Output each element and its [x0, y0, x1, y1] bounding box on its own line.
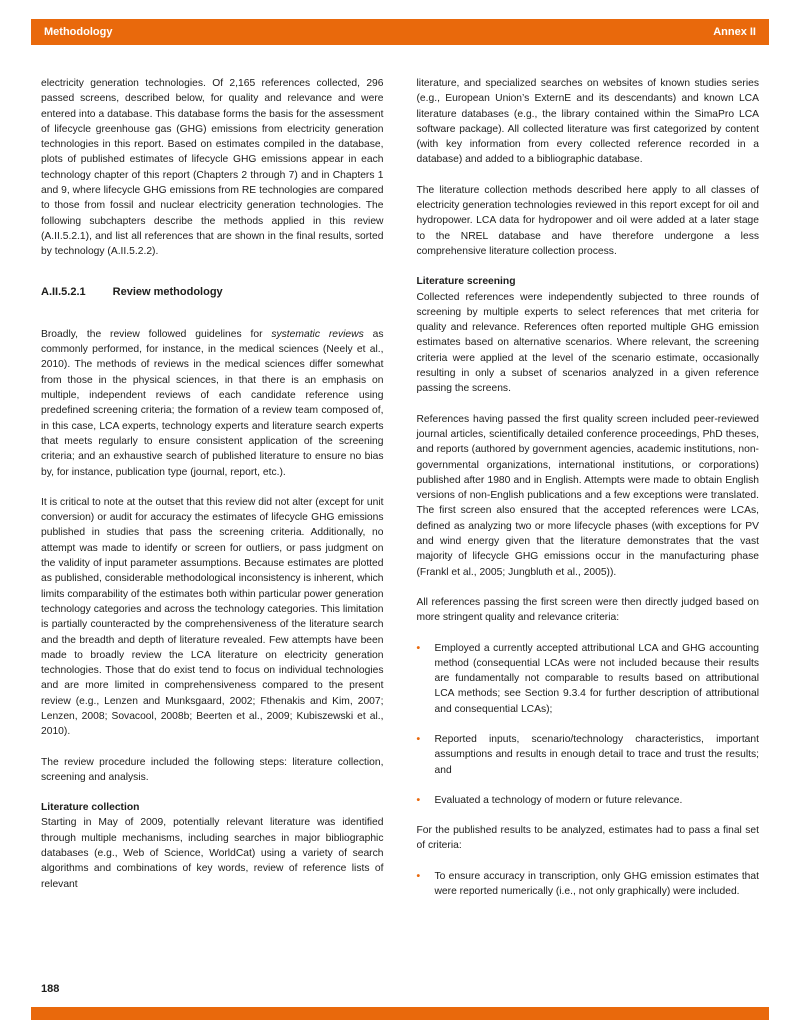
procedure-paragraph: The review procedure included the following steps: literature collection, screening and analysis.	[41, 756, 384, 783]
page-footer-bar	[31, 1007, 769, 1020]
page-number: 188	[41, 983, 60, 995]
bullet-text: Employed a currently accepted attributional LCA and GHG accounting method (consequential LCAs were not included because their results are fundamentally not comparable to results based on attributional LCA methods; see Section 9.3.4 for further description of attributional and consequential LCAs);	[434, 642, 759, 715]
list-item	[417, 732, 760, 778]
literature-screening-heading: Literature screening	[416, 276, 516, 288]
literature-collection-heading: Literature collection	[41, 802, 140, 814]
bullet-icon: •	[416, 733, 421, 745]
review-paragraph-1	[41, 327, 384, 480]
bullet-text: Evaluated a technology of modern or future relevance.	[434, 794, 683, 806]
final-criteria-intro-paragraph: For the published results to be analyzed, estimates had to pass a final set of criteria:	[416, 825, 759, 852]
two-column-body	[41, 76, 759, 914]
final-criteria-bullet-list	[417, 869, 760, 900]
page-header-bar	[31, 19, 769, 45]
review-paragraph-2: It is critical to note at the outset that this review did not alter (except for unit conversion) or audit for accuracy the estimates of lifecycle GHG emissions published in studies that pass the screening criteria. Additionally, no attempt was made to identify or screen for outliers, or pass judgment on the validity of input parameter assumptions. Because estimates are plotted as published, considerable methodological inconsistency is inherent, which limits comparability of the estimates both within particular power generation technology categories and across the technology categories. This limitation is partially counteracted by the comprehensiveness of the literature search and the breadth and depth of literature revealed. Few attempts have been made to broadly review the LCA literature on electricity generation technologies. Those that do exist tend to focus on individual technologies and are more limited in comprehensiveness compared to the present review (e.g., Lenzen and Munksgaard, 2002; Fthenakis and Kim, 2007; Lenzen, 2008; Sovacool, 2008b; Beerten et al., 2009; Kubiszewski et al., 2010).	[41, 496, 384, 738]
left-column	[41, 76, 384, 914]
list-item	[417, 793, 760, 808]
criteria-intro-paragraph: All references passing the first screen were then directly judged based on more stringent quality and relevance criteria:	[416, 596, 759, 624]
header-right-label: Annex II	[713, 26, 756, 38]
right-column	[417, 76, 760, 914]
list-item	[417, 641, 760, 717]
collection-scope-paragraph: The literature collection methods described here apply to all classes of electricity generation technologies reviewed in this report except for oil and hydropower. LCA data for hydropower and oil were added at a later stage to the NREL database and have therefore undergone a less comprehensive literature collection process.	[416, 184, 759, 257]
bullet-icon: •	[416, 870, 421, 882]
criteria-bullet-list	[417, 641, 760, 809]
collection-paragraph: Starting in May of 2009, potentially relevant literature was identified through multiple mechanisms, including searches in major bibliographic databases (e.g., Web of Science, WorldCat) using a variety of search algorithms and combinations of key words, review of reference lists of relevant	[41, 817, 384, 890]
bullet-text: To ensure accuracy in transcription, only GHG emission estimates that were reported numerically (i.e., not only graphically) were included.	[434, 870, 759, 898]
review-paragraph-1-rest: as commonly performed, for instance, in the medical sciences (Neely et al., 2010). The methods of reviews in the medical sciences differ somewhat from those in the physical sciences, in that there is an emphasis on multiple, independent reviews of each candidate reference using predefined screening criteria; the formation of a review team composed of, in this case, LCA experts, technology experts and literature search experts that meets regularly to ensure consistent application of the screening criteria; and an exhaustive search of published literature to ensure no bias by, for instance, publication type (journal, report, etc.).	[41, 328, 384, 478]
screening-paragraph-2: References having passed the first quality screen included peer-reviewed journal articles, scientifically detailed conference proceedings, PhD theses, and reports (authored by government agencies, academic institutions, non-governmental organizations, international institutions, or corporations) published after 1980 and in English. Attempts were made to obtain English versions of non-English publications and a few exceptions were translated. The first screen also ensured that the accepted references were LCAs, defined as analyzing two or more lifecycle phases (with exceptions for PV and wind energy given that the literature demonstrates that the vast majority of lifecycle GHG emissions occur in the manufacturing phase (Frankl et al., 2005; Jungbluth et al., 2005)).	[416, 413, 759, 578]
bullet-icon: •	[416, 794, 421, 806]
intro-paragraph: electricity generation technologies. Of 2,165 references collected, 296 passed screens, described below, for quality and relevance and were entered into a database. This database forms the basis for the assessment of lifecycle greenhouse gas (GHG) emissions from electricity generation technologies in this report. Based on estimates compiled in the database, plots of published estimates of lifecycle GHG emissions appear in each technology chapter of this report (Chapters 2 through 7) and in Chapters 1 and 9, where lifecycle GHG emissions from RE technologies are compared to those from fossil and nuclear electricity generation technologies. The following subchapters describe the methods applied in this review (A.II.5.2.1), and list all references that are shown in the final results, sorted by technology (A.II.5.2.2).	[41, 78, 384, 258]
bullet-icon: •	[416, 642, 421, 654]
review-paragraph-1-italic: systematic reviews	[271, 328, 364, 340]
header-left-label: Methodology	[44, 26, 113, 38]
screening-paragraph-1: Collected references were independently subjected to three rounds of screening by multiple experts to select references that met criteria for quality and relevance. References often reported multiple GHG emission estimates based on alternative scenarios. Where relevant, the screening criteria were applied at the level of the scenario estimate, occasionally resulting in only a subset of scenarios analyzed in a given reference passing the screens.	[416, 291, 759, 395]
section-title: Review methodology	[112, 285, 223, 298]
bullet-text: Reported inputs, scenario/technology characteristics, important assumptions and results in enough detail to trace and trust the results; and	[434, 733, 759, 776]
list-item	[417, 869, 760, 900]
review-paragraph-1-text: Broadly, the review followed guidelines for	[41, 328, 272, 340]
section-number: A.II.5.2.1	[41, 285, 86, 298]
section-heading	[41, 285, 384, 300]
collection-continued-paragraph: literature, and specialized searches on websites of known studies series (e.g., European Union’s ExternE and its descendants) and known LCA literature databases (e.g., the library contained within the SimaPro LCA software package). All collected literature was first categorized by content (with key information from every collected reference recorded in a database) and added to a bibliographic database.	[416, 78, 759, 166]
